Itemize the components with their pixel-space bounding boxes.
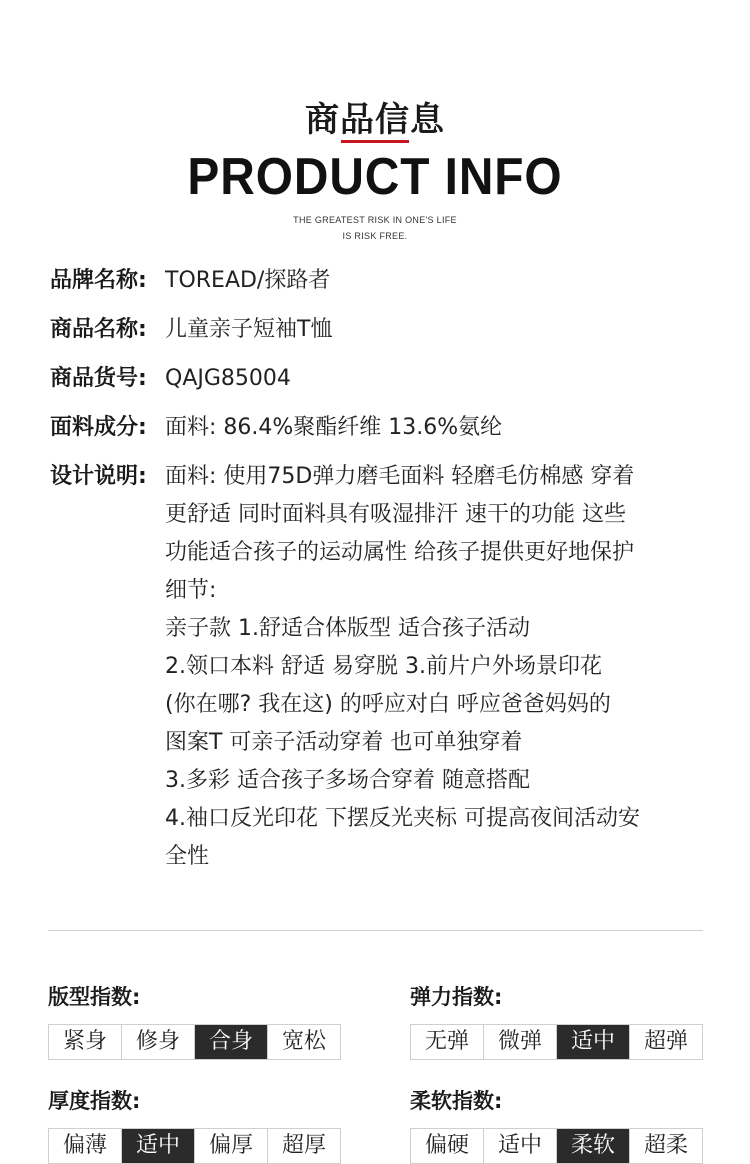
design-description: [165, 458, 705, 876]
design-line: 全性: [165, 844, 210, 869]
info-value: TOREAD/探路者: [165, 268, 331, 293]
scale-option: 偏厚: [195, 1129, 268, 1163]
design-line: 功能适合孩子的运动属性 给孩子提供更好地保护: [165, 540, 634, 565]
info-row-name: [50, 311, 710, 349]
index-title: 厚度指数:: [48, 1089, 141, 1113]
header: [0, 96, 750, 244]
info-row-design: [50, 458, 710, 876]
info-label: 品牌名称:: [50, 268, 147, 293]
scale-option: 超厚: [281, 1133, 326, 1158]
design-line: 更舒适 同时面料具有吸湿排汗 速干的功能 这些: [165, 502, 626, 527]
scale-option: 无弹: [411, 1025, 484, 1059]
title-accent-underline: [341, 140, 409, 143]
info-value: 面料: 86.4%聚酯纤维 13.6%氨纶: [165, 415, 503, 440]
design-line: 细节:: [165, 578, 217, 603]
scale-option: 适中: [557, 1025, 630, 1059]
fit-index: [48, 982, 341, 1060]
index-title: 版型指数:: [48, 985, 141, 1009]
product-info-list: [50, 262, 710, 887]
elasticity-index: [410, 982, 703, 1060]
scale-option: 修身: [122, 1025, 195, 1059]
header-subtitle: [0, 212, 750, 244]
design-line: 面料: 使用75D弹力磨毛面料 轻磨毛仿棉感 穿着: [165, 464, 635, 489]
info-row-sku: [50, 360, 710, 398]
scale-option: 宽松: [281, 1029, 326, 1054]
page-title-cn: 商品信息: [305, 100, 445, 140]
info-label: 设计说明:: [50, 464, 147, 489]
thickness-index: [48, 1086, 341, 1164]
softness-index: [410, 1086, 703, 1164]
scale-option: 微弹: [484, 1025, 557, 1059]
scale-option: 适中: [122, 1129, 195, 1163]
scale-option: 偏硬: [411, 1129, 484, 1163]
design-line: 亲子款 1.舒适合体版型 适合孩子活动: [165, 616, 530, 641]
design-line: 3.多彩 适合孩子多场合穿着 随意搭配: [165, 768, 530, 793]
fit-scale: [48, 1024, 341, 1060]
info-label: 商品货号:: [50, 366, 147, 391]
thickness-scale: [48, 1128, 341, 1164]
scale-option: 紧身: [49, 1025, 122, 1059]
index-title: 弹力指数:: [410, 985, 503, 1009]
scale-option: 合身: [195, 1025, 268, 1059]
info-label: 商品名称:: [50, 317, 147, 342]
page-title-en: PRODUCT INFO: [187, 148, 563, 206]
elasticity-scale: [410, 1024, 703, 1060]
design-line: 图案T 可亲子活动穿着 也可单独穿着: [165, 730, 523, 755]
scale-option: 适中: [484, 1129, 557, 1163]
info-value: 儿童亲子短袖T恤: [165, 317, 333, 342]
info-row-material: [50, 409, 710, 447]
subtitle-line-1: THE GREATEST RISK IN ONE'S LIFE: [293, 215, 457, 225]
index-title: 柔软指数:: [410, 1089, 503, 1113]
scale-option: 柔软: [557, 1129, 630, 1163]
design-line: (你在哪? 我在这) 的呼应对白 呼应爸爸妈妈的: [165, 692, 611, 717]
scale-option: 超弹: [643, 1029, 688, 1054]
softness-scale: [410, 1128, 703, 1164]
subtitle-line-2: IS RISK FREE.: [342, 231, 408, 241]
info-label: 面料成分:: [50, 415, 147, 440]
section-divider: [48, 930, 703, 931]
scale-option: 偏薄: [49, 1129, 122, 1163]
scale-option: 超柔: [643, 1133, 688, 1158]
info-row-brand: [50, 262, 710, 300]
design-line: 4.袖口反光印花 下摆反光夹标 可提高夜间活动安: [165, 806, 640, 831]
info-value: QAJG85004: [165, 366, 291, 391]
design-line: 2.领口本料 舒适 易穿脱 3.前片户外场景印花: [165, 654, 602, 679]
